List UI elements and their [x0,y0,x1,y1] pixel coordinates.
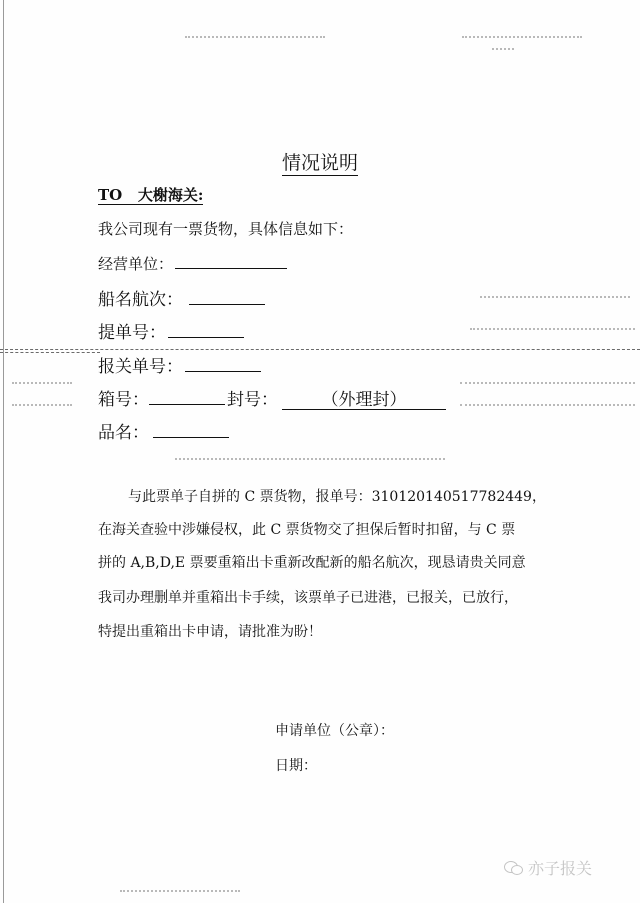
scan-noise [492,48,514,52]
scan-noise [470,328,635,332]
operator-blank [175,256,287,269]
scan-noise [12,382,72,386]
operator-label: 经营单位： [98,255,174,273]
intro-line: 我公司现有一票货物，具体信息如下： [98,220,354,238]
body-line-1: 与此票单子自拼的 C 票货物，报单号：310120140517782449， [128,489,546,505]
product-line [98,418,229,443]
body-line-3: 拼的 A,B,D,E 票要重箱出卡重新改配新的船名航次，现恳请贵关同意 [98,555,526,571]
scan-noise [175,458,445,462]
bill-of-lading-blank [168,325,244,338]
wechat-icon [504,860,524,876]
seal-value-text: （外理封） [321,390,407,410]
to-label [98,186,203,205]
scan-noise [120,890,240,894]
scan-line [0,349,640,350]
declaration-line [98,352,261,377]
declaration-blank [185,359,261,372]
document-title [0,148,640,175]
container-label: 箱号： [98,390,149,410]
body-line-4: 我司办理删单并重箱出卡手续，该票单子已进港，已报关，已放行， [98,590,518,606]
to-prefix: TO [98,186,123,204]
product-blank [153,425,229,438]
scan-left-edge [3,0,4,903]
seal-value [282,392,446,410]
vessel-label: 船名航次： [98,290,183,310]
product-label: 品名： [98,423,149,443]
bill-of-lading-label: 提单号： [98,323,166,343]
bill-of-lading-line [98,318,244,343]
scan-noise [460,404,635,408]
watermark [504,856,592,879]
operator-line [98,253,287,274]
container-blank [149,392,225,405]
watermark-text: 亦子报关 [528,859,593,878]
declaration-label: 报关单号： [98,357,183,377]
title-text: 情况说明 [281,152,358,174]
date-line: 日期： [275,758,317,774]
vessel-blank [189,292,265,305]
scan-noise [462,36,582,40]
applicant-line: 申请单位（公章）： [275,723,394,739]
scan-line [0,352,100,353]
vessel-line [98,285,265,310]
scan-noise [185,36,325,40]
scan-noise [460,382,635,386]
container-seal-line [98,385,446,410]
recipient-name: 大榭海关: [137,186,204,204]
recipient-line [98,184,203,205]
body-line-5: 特提出重箱出卡申请，请批准为盼！ [98,624,322,640]
scan-noise [12,404,72,408]
seal-label: 封号： [227,390,278,410]
scan-noise [480,296,630,300]
body-line-2: 在海关查验中涉嫌侵权，此 C 票货物交了担保后暂时扣留，与 C 票 [98,522,516,538]
